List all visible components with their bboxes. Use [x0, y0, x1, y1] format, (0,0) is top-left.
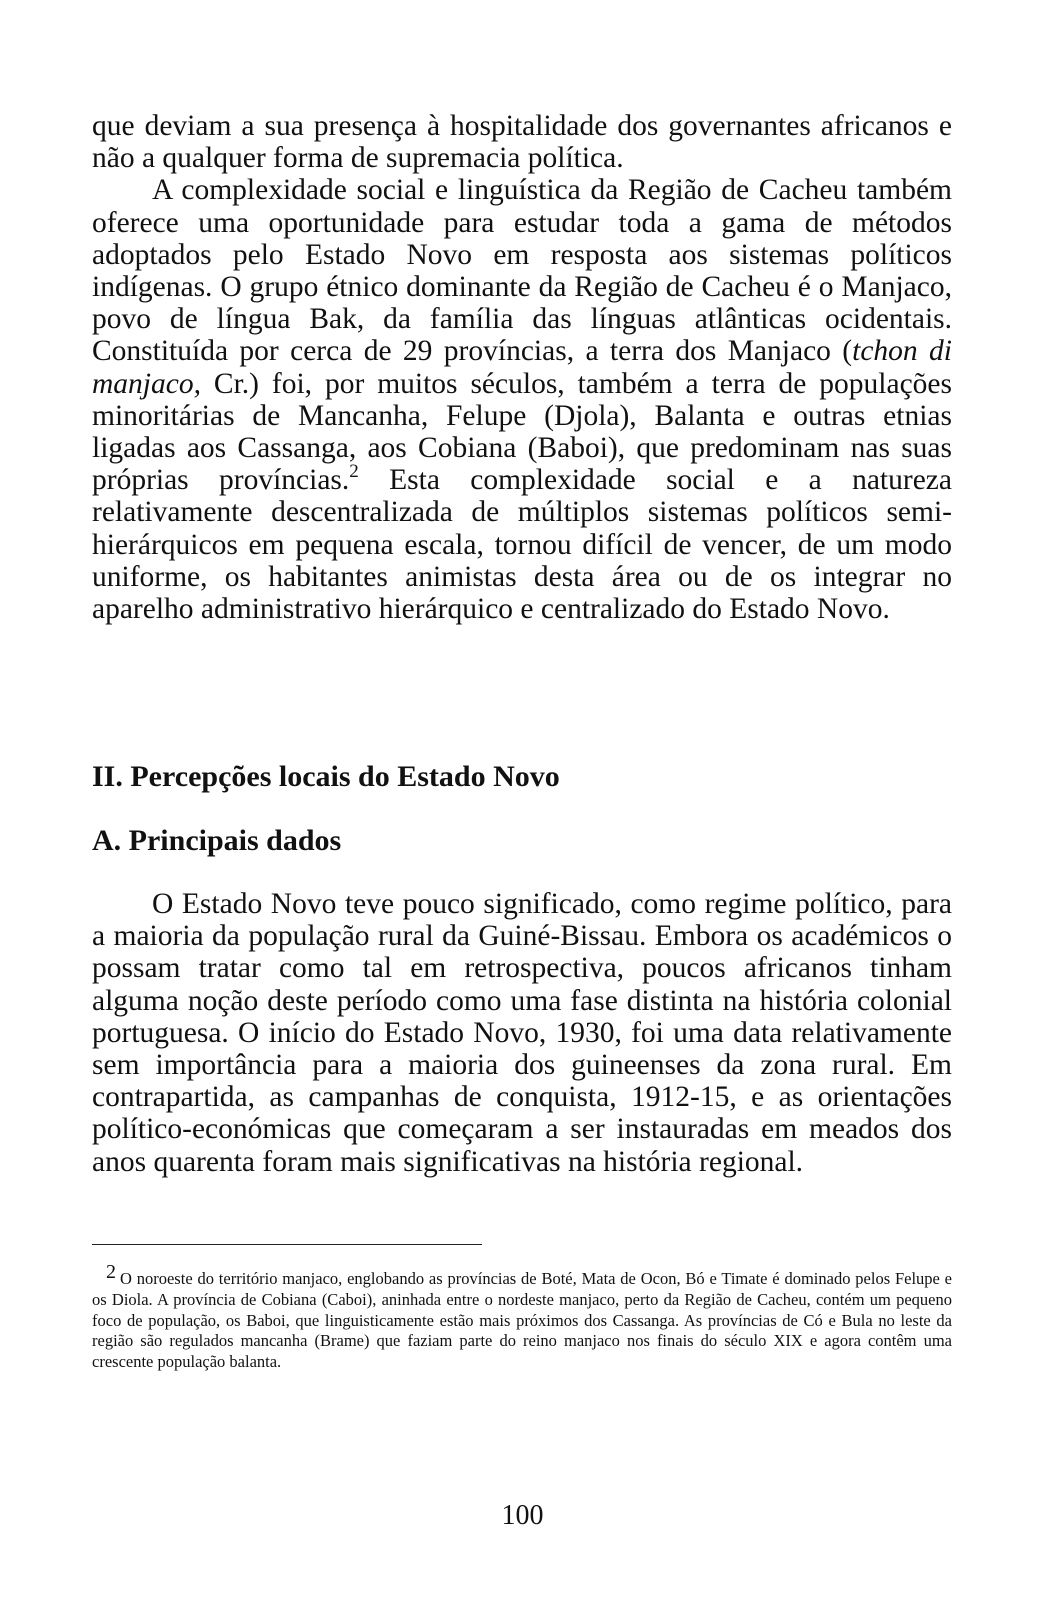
intro-paragraph — [92, 110, 952, 174]
italic-term: tchon di manjaco, — [92, 335, 952, 400]
body-text-top — [92, 110, 952, 625]
body-text-bottom — [92, 888, 952, 1178]
footnote-reference[interactable]: 2 — [349, 461, 359, 483]
cacheu-text-1: A complexidade social e linguística da Região de Cacheu também oferece uma oportunidade para estudar toda a gama de métodos adoptados pelo Estado Novo em resposta aos sistemas políticos indígenas. O grupo étnico dominante da Região de Cacheu é o Manjaco, povo de língua Bak, da família das línguas atlânticas ocidentais. Constituída por cerca de 29 províncias, a terra dos Manjaco ( — [92, 174, 952, 368]
footnote — [92, 1262, 952, 1373]
subsection-heading: A. Principais dados — [92, 824, 342, 857]
cacheu-text-2: Cr.) foi, por muitos séculos, também a terra de populações minoritárias de Mancanha, Felupe (Djola), Balanta e outras etnias ligadas aos Cassanga, aos Cobiana (Baboi), que predominam nas suas próprias províncias. — [92, 367, 952, 497]
cacheu-text-3: Esta complexidade social e a natureza relativamente descentralizada de múltiplos sistemas políticos semi-hierárquicos em pequena escala, tornou difícil de vencer, de um modo uniforme, os habitantes animistas desta área ou de os integrar no aparelho administrativo hierárquico e centralizado do Estado Novo. — [92, 464, 952, 626]
footnote-paragraph — [92, 1262, 952, 1373]
footnote-number: 2 — [106, 1261, 116, 1283]
cacheu-paragraph — [92, 174, 952, 625]
footnote-text: O noroeste do território manjaco, englobando as províncias de Boté, Mata de Ocon, Bó e Timate é dominado pelos Felupe e os Diola. A província de Cobiana (Caboi), aninhada entre o nordeste manjaco, perto da Região de Cacheu, contém um pequeno foco de população, os Baboi, que linguisticamente estão mais próximos dos Cassanga. As províncias de Có e Bula no leste da região são regulados mancanha (Brame) que faziam parte do reino manjaco nos finais do século XIX e agora contêm uma crescente população balanta. — [92, 1269, 952, 1372]
page-number: 100 — [501, 1500, 544, 1531]
section-heading: II. Percepções locais do Estado Novo — [92, 760, 560, 793]
footnote-divider — [92, 1244, 482, 1245]
estado-novo-text: O Estado Novo teve pouco significado, como regime político, para a maioria da população rural da Guiné-Bissau. Embora os académicos o possam tratar como tal em retrospectiva, poucos africanos tinham alguma noção deste período como uma fase distinta na história colonial portuguesa. O início do Estado Novo, 1930, foi uma data relativamente sem importância para a maioria dos guineenses da zona rural. Em contrapartida, as campanhas de conquista, 1912-15, e as orientações político-económicas que começaram a ser instauradas em meados dos anos quarenta foram mais significativas na história regional. — [92, 888, 952, 1178]
intro-text: que deviam a sua presença à hospitalidade dos governantes africanos e não a qualquer forma de supremacia política. — [92, 110, 952, 175]
estado-novo-paragraph — [92, 888, 952, 1178]
